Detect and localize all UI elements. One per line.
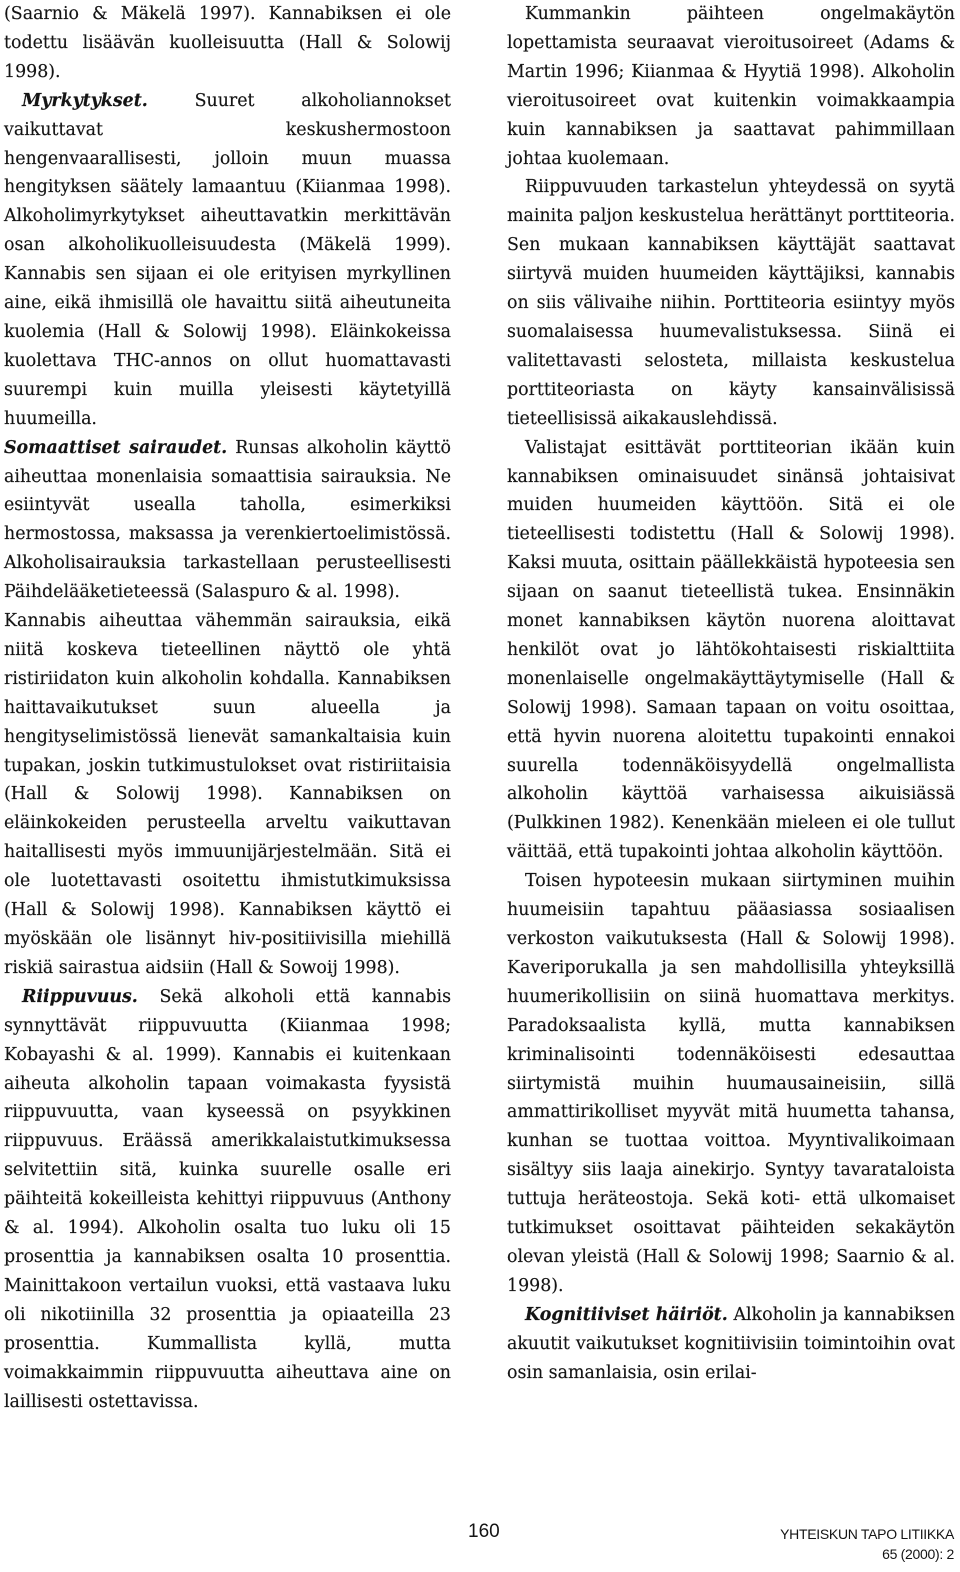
- page-number: 160: [468, 1521, 500, 1542]
- paragraph: Riippuvuuden tarkastelun yhteydessä on syytä mainita paljon keskustelua herättänyt porttiteoria. Sen mukaan kannabiksen käyttäjät saattavat siirtyvä muiden huumeiden käyttäjiksi, kannabis on siis välivaihe niihin. Porttiteoria esiintyy myös suomalaisessa huumevalistuksessa. Siinä ei valitettavasti selosteta, millaista keskustelua porttiteoriasta on käyty kansainvälisissä tieteellisissä aikakauslehdissä.: [507, 177, 955, 429]
- paragraph: Kummankin päihteen ongelmakäytön lopettamista seuraavat vieroitusoireet (Adams & Martin 1996; Kiianmaa & Hyytiä 1998). Alkoholin vieroitusoireet ovat kuitenkin voimakkaampia kuin kannabiksen ja saattavat pahimmillaan johtaa kuolemaan.: [507, 4, 955, 169]
- section-heading-riippuvuus: Riippuvuus.: [22, 986, 138, 1007]
- section-heading-myrkytykset: Myrkytykset.: [22, 90, 148, 111]
- section-heading-somaattiset-sairaudet: Somaattiset sairaudet.: [4, 437, 228, 458]
- paragraph: Kognitiiviset häiriöt. Alkoholin ja kannabiksen akuutit vaikutukset kognitiivisiin toimintoihin ovat osin samanlaisia, osin erilai-: [507, 1304, 955, 1383]
- paragraph: Toisen hypoteesin mukaan siirtyminen muihin huumeisiin tapahtuu pääasiassa sosiaalisen verkoston vaikutuksesta (Hall & Solowij 1998). Kaveriporukalla ja sen mahdollisilla yhteyksillä huumerikollisiin on siinä huomattava merkitys. Paradoksaalista kyllä, mutta kannabiksen kriminalisointi todennäköisesti edesauttaa siirtymistä muihin huumausaineisiin, sillä ammattirikolliset myyvät mitä huumetta tahansa, kunhan se tuottaa voittoa. Myyntivalikoimaan sisältyy siis laaja ainekirjo. Syntyy tavarataloista tuttuja heräteostoja. Sekä koti- että ulkomaiset tutkimukset osoittavat päihteiden sekakäytön olevan yleistä (Hall & Solowij 1998; Saarnio & al. 1998).: [507, 871, 955, 1296]
- journal-footer: [694, 1524, 954, 1564]
- right-column: [507, 0, 955, 1388]
- paragraph: (Saarnio & Mäkelä 1997). Kannabiksen ei ole todettu lisäävän kuolleisuutta (Hall & Solowij 1998).: [4, 4, 451, 82]
- journal-name: YHTEISKUN TAPO LITIIKKA: [780, 1526, 954, 1542]
- paragraph: Riippuvuus. Sekä alkoholi että kannabis synnyttävät riippuvuutta (Kiianmaa 1998; Kobayashi & al. 1999). Kannabis ei kuitenkaan aiheuta alkoholin tapaan voimakasta fyysistä riippuvuutta, vaan kyseessä on psyykkinen riippuvuus. Eräässä amerikkalaistutkimuksessa selvitettiin sitä, kuinka suurelle osalle eri päihteitä kokeilleista kehittyi riippuvuus (Anthony & al. 1994). Alkoholin osalta tuo luku oli 15 prosenttia ja kannabiksen osalta 10 prosenttia. Mainittakoon vertailun vuoksi, että vastaava luku oli nikotiinilla 32 prosenttia ja opiaateilla 23 prosenttia. Kummallista kyllä, mutta voimakkaimmin riippuvuutta aiheuttava aine on laillisesti ostettavissa.: [4, 986, 451, 1412]
- section-heading-kognitiiviset-hairiot: Kognitiiviset häiriöt.: [525, 1304, 728, 1325]
- journal-issue: 65 (2000): 2: [882, 1546, 954, 1562]
- left-column: [4, 0, 451, 1416]
- paragraph: Somaattiset sairaudet. Runsas alkoholin käyttö aiheuttaa monenlaisia somaattisia sairauksia. Ne esiintyvät usealla taholla, esimerkiksi hermostossa, maksassa ja verenkiertoelimistössä. Alkoholisairauksia tarkastellaan perusteellisesti Päihdelääketieteessä (Salaspuro & al. 1998).: [4, 437, 451, 603]
- paragraph: Kannabis aiheuttaa vähemmän sairauksia, eikä niitä koskeva tieteellinen näyttö ole yhtä ristiriidaton kuin alkoholin kohdalla. Kannabiksen haittavaikutukset suun alueella ja hengityselimistössä lienevät samankaltaisia kuin tupakan, joskin tutkimustulokset ovat ristiriitaisia (Hall & Solowij 1998). Kannabiksen on eläinkokeiden perusteella arveltu vaikuttavan haitallisesti myös immuunijärjestelmään. Sitä ei ole luotettavasti osoitettu ihmistutkimuksissa (Hall & Solowij 1998). Kannabiksen käyttö ei myöskään ole lisännyt hiv-positiivisilla miehillä riskiä sairastua aidsiin (Hall & Sowoij 1998).: [4, 611, 451, 978]
- paragraph: Myrkytykset. Suuret alkoholiannokset vaikuttavat keskushermostoon hengenvaarallisesti, jolloin muun muassa hengityksen säätely lamaantuu (Kiianmaa 1998). Alkoholimyrkytykset aiheuttavatkin merkittävän osan alkoholikuolleisuudesta (Mäkelä 1999). Kannabis sen sijaan ei ole erityisen myrkyllinen aine, eikä ihmisillä ole havaittu siitä aiheutuneita kuolemia (Hall & Solowij 1998). Eläinkokeissa kuolettava THC-annos on ollut huomattavasti suurempi kuin muilla yleisesti käytetyillä huumeilla.: [4, 90, 451, 429]
- paragraph: Valistajat esittävät porttiteorian ikään kuin kannabiksen ominaisuudet sinänsä johtaisivat muiden huumeiden käyttöön. Sitä ei ole tieteellisesti todistettu (Hall & Solowij 1998). Kaksi muuta, osittain päällekkäistä hypoteesia sen sijaan on saanut tieteellistä tukea. Ensinnäkin monet kannabiksen käytön nuorena aloittavat henkilöt ovat jo lähtökohtaisesti riskialttiita monenlaiselle ongelmakäyttäytymiselle (Hall & Solowij 1998). Samaan tapaan on voitu osoittaa, että hyvin nuorena aloitettu tupakointi ennakoi suurella todennäköisyydellä ongelmallista alkoholin käyttöä varhaisessa aikuisiässä (Pulkkinen 1982). Kenenkään mieleen ei ole tullut väittää, että tupakointi johtaa alkoholin käyttöön.: [507, 437, 955, 863]
